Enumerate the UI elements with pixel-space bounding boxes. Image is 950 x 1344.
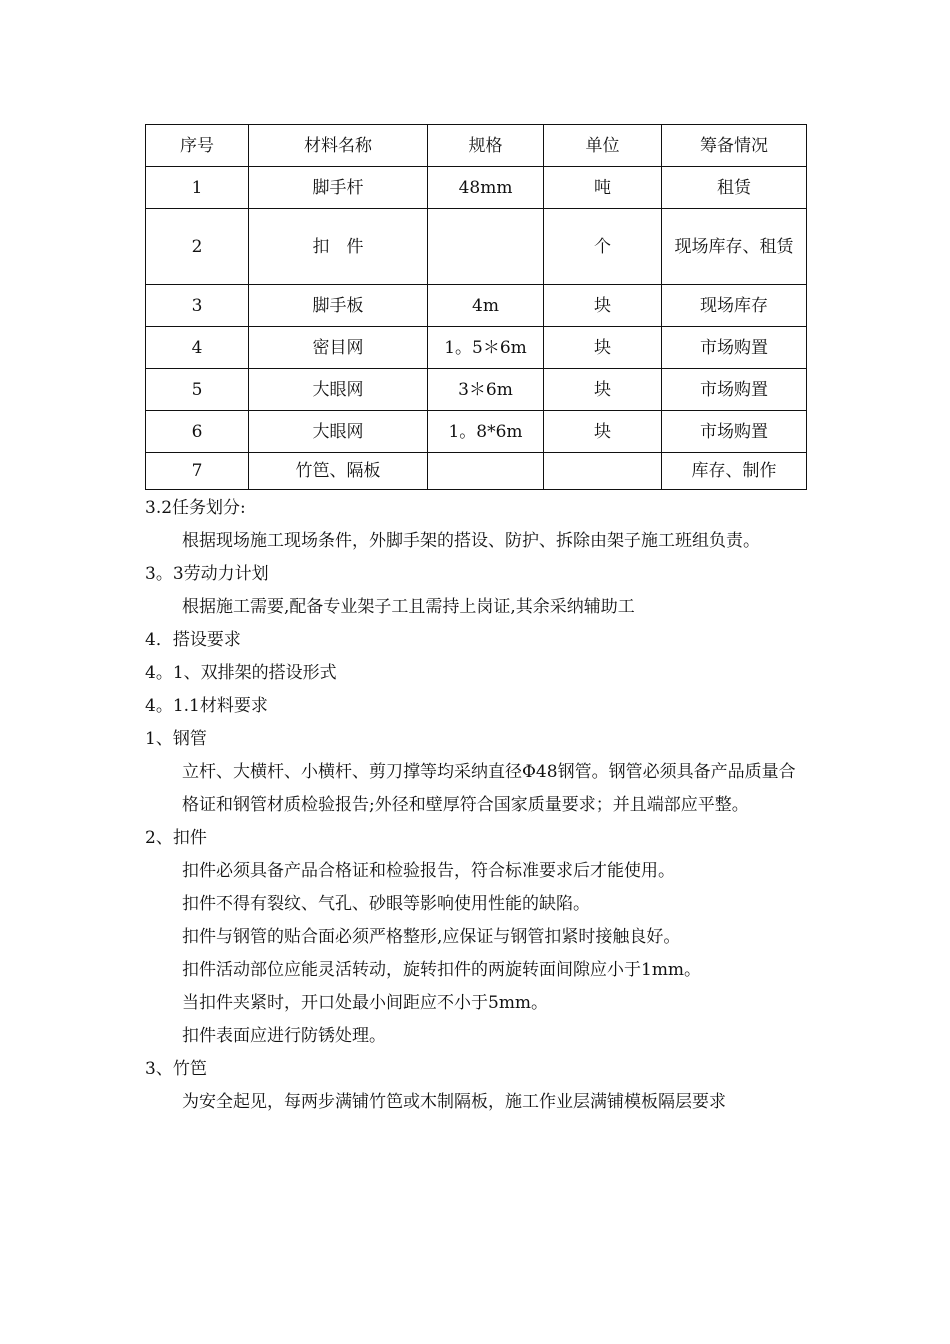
body-paragraph: 当扣件夹紧时，开口处最小间距应不小于5mm。 <box>182 993 549 1013</box>
body-paragraph: 扣件必须具备产品合格证和检验报告，符合标准要求后才能使用。 <box>182 861 675 881</box>
table-cell: 脚手杆 <box>249 167 428 209</box>
table-cell: 脚手板 <box>249 285 428 327</box>
table-cell: 块 <box>544 285 662 327</box>
table-cell: 吨 <box>544 167 662 209</box>
table-cell: 库存、制作 <box>662 453 807 490</box>
table-cell: 4 <box>146 327 249 369</box>
table-cell: 市场购置 <box>662 327 807 369</box>
table-cell: 现场库存 <box>662 285 807 327</box>
table-cell: 7 <box>146 453 249 490</box>
table-cell: 48mm <box>428 167 544 209</box>
table-row <box>146 167 807 209</box>
table-cell: 3＊6m <box>428 369 544 411</box>
table-cell: 块 <box>544 369 662 411</box>
table-cell: 2 <box>146 209 249 285</box>
header-cell: 规格 <box>428 125 544 167</box>
section-heading: 4。1、双排架的搭设形式 <box>145 663 337 683</box>
table-row <box>146 411 807 453</box>
body-paragraph: 扣件不得有裂纹、气孔、砂眼等影响使用性能的缺陷。 <box>182 894 590 914</box>
body-paragraph: 扣件与钢管的贴合面必须严格整形,应保证与钢管扣紧时接触良好。 <box>182 927 681 947</box>
section-heading: 2、扣件 <box>145 828 207 848</box>
body-paragraph: 根据施工需要,配备专业架子工且需持上岗证,其余采纳辅助工 <box>182 597 635 617</box>
table-cell <box>428 453 544 490</box>
table-cell: 市场购置 <box>662 369 807 411</box>
table-cell: 5 <box>146 369 249 411</box>
section-heading: 4．搭设要求 <box>145 630 241 650</box>
table-row <box>146 285 807 327</box>
table-cell: 大眼网 <box>249 369 428 411</box>
materials-table-container <box>145 124 806 490</box>
table-cell: 租赁 <box>662 167 807 209</box>
table-cell: 密目网 <box>249 327 428 369</box>
section-heading: 3.2任务划分: <box>145 498 246 518</box>
section-heading: 1、钢管 <box>145 729 207 749</box>
table-row <box>146 209 807 285</box>
table-cell: 扣 件 <box>249 209 428 285</box>
body-paragraph: 为安全起见，每两步满铺竹笆或木制隔板，施工作业层满铺模板隔层要求 <box>182 1092 726 1112</box>
table-cell: 竹笆、隔板 <box>249 453 428 490</box>
table-cell: 6 <box>146 411 249 453</box>
table-row <box>146 369 807 411</box>
document-body <box>145 492 810 1119</box>
table-cell: 块 <box>544 327 662 369</box>
table-cell: 现场库存、租赁 <box>662 209 807 285</box>
body-paragraph: 扣件表面应进行防锈处理。 <box>182 1026 386 1046</box>
table-cell: 大眼网 <box>249 411 428 453</box>
header-cell: 筹备情况 <box>662 125 807 167</box>
header-cell: 材料名称 <box>249 125 428 167</box>
table-cell: 块 <box>544 411 662 453</box>
materials-table <box>145 124 807 490</box>
table-cell: 1。8*6m <box>428 411 544 453</box>
table-cell: 市场购置 <box>662 411 807 453</box>
table-row <box>146 327 807 369</box>
table-header-row <box>146 125 807 167</box>
section-heading: 4。1.1材料要求 <box>145 696 268 716</box>
section-heading: 3。3劳动力计划 <box>145 564 269 584</box>
table-cell: 3 <box>146 285 249 327</box>
table-row <box>146 453 807 490</box>
header-cell: 序号 <box>146 125 249 167</box>
section-heading: 3、竹笆 <box>145 1059 207 1079</box>
body-paragraph: 根据现场施工现场条件，外脚手架的搭设、防护、拆除由架子施工班组负责。 <box>182 531 760 551</box>
table-cell <box>544 453 662 490</box>
table-cell <box>428 209 544 285</box>
table-cell: 1 <box>146 167 249 209</box>
body-paragraph: 立杆、大横杆、小横杆、剪刀撑等均采纳直径Φ48钢管。钢管必须具备产品质量合格证和钢管材质检验报告;外径和壁厚符合国家质量要求；并且端部应平整。 <box>182 762 796 815</box>
table-cell: 4m <box>428 285 544 327</box>
header-cell: 单位 <box>544 125 662 167</box>
table-cell: 个 <box>544 209 662 285</box>
table-cell: 1。5＊6m <box>428 327 544 369</box>
body-paragraph: 扣件活动部位应能灵活转动，旋转扣件的两旋转面间隙应小于1mm。 <box>182 960 702 980</box>
